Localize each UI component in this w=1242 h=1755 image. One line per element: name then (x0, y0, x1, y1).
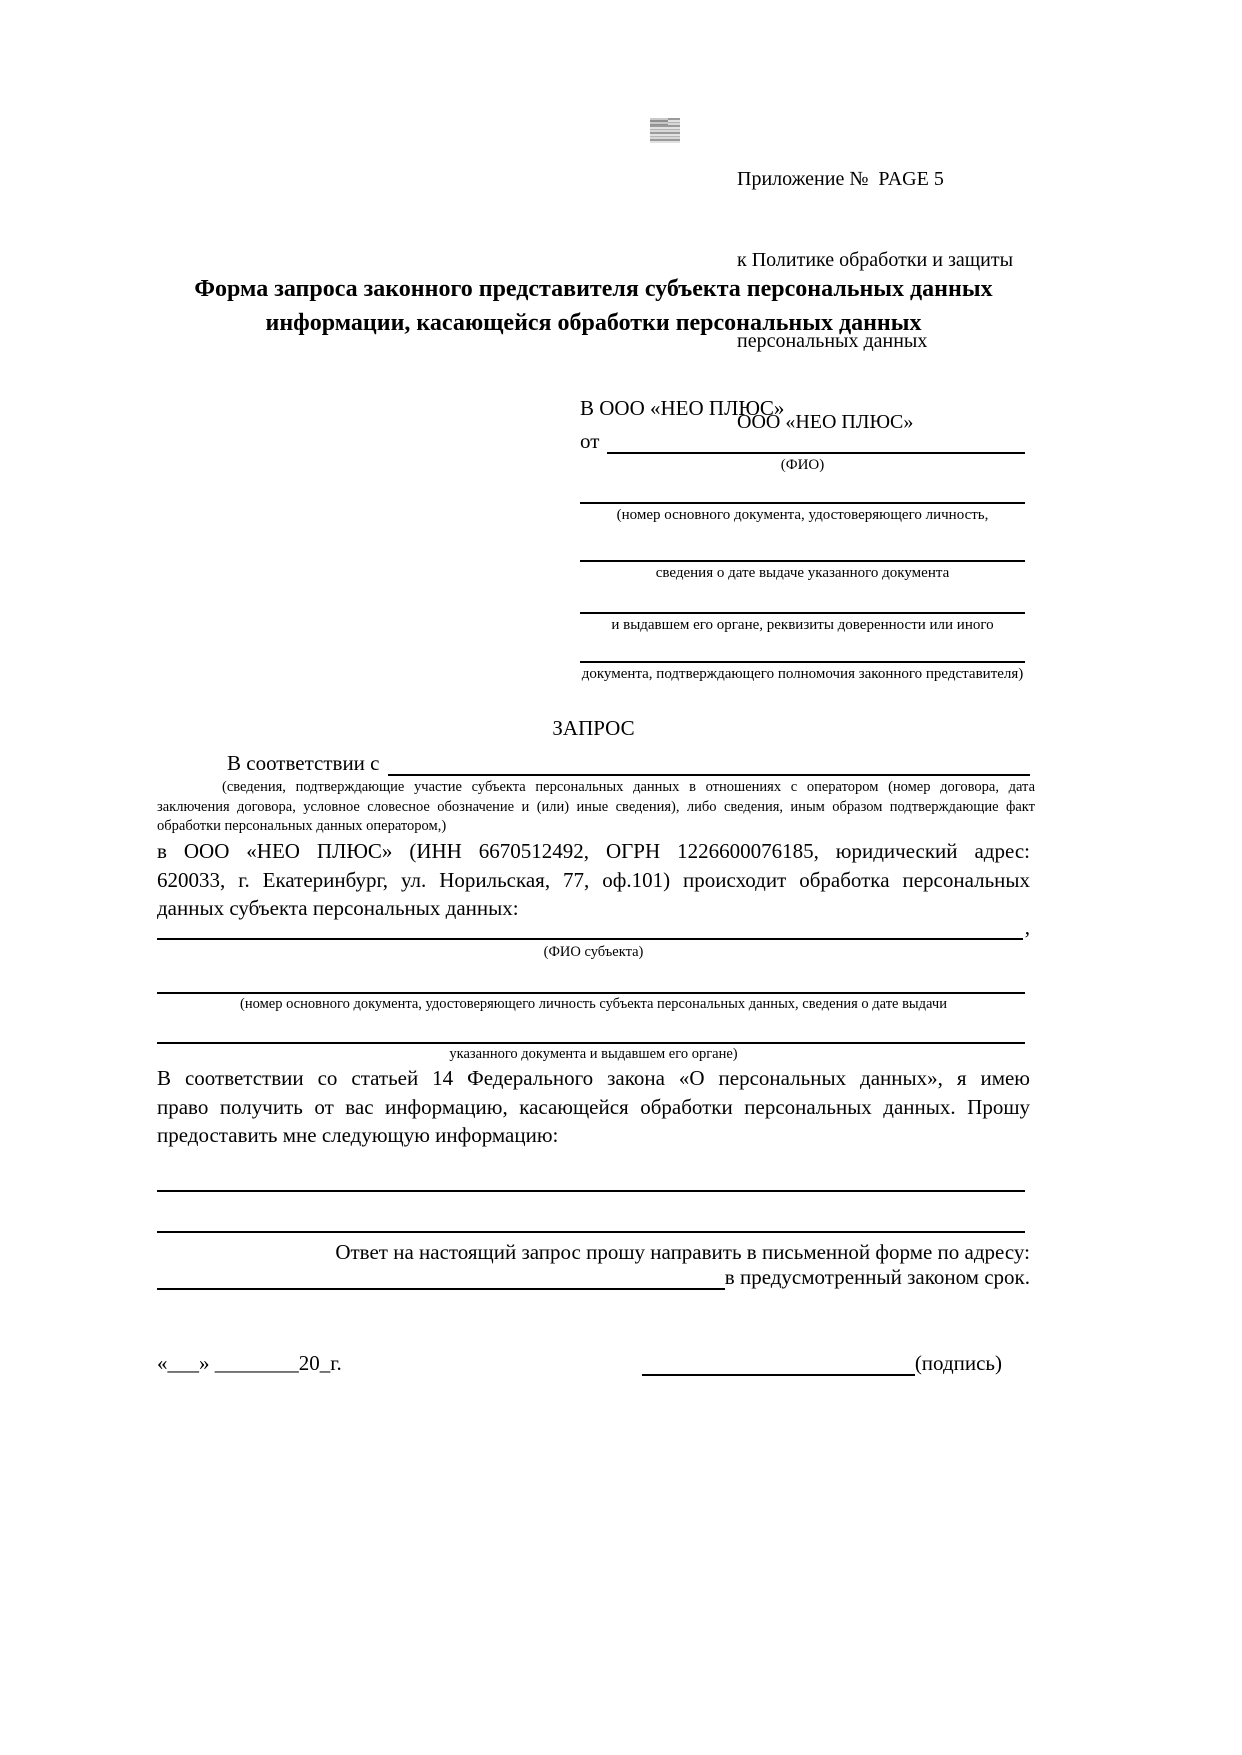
reply-address-blank-line (157, 1288, 725, 1290)
fio-caption: (ФИО) (780, 457, 825, 473)
from-label: от (580, 429, 600, 453)
subject-authority-blank-line (157, 1014, 1025, 1044)
requested-info-blank-line-1 (157, 1190, 1025, 1192)
subject-fio-blank-line (157, 938, 1023, 940)
subject-fio-row (157, 912, 1030, 940)
addressee-company: В ООО «НЕО ПЛЮС» (580, 396, 785, 420)
intro-label: В соответствии с (227, 751, 380, 775)
requested-info-blank-line-2 (157, 1231, 1025, 1233)
corrupted-thumbnail-image (650, 118, 680, 143)
subject-document-blank-line (157, 964, 1025, 994)
operator-paragraph (157, 837, 1030, 923)
subject-fio-caption: (ФИО субъекта) (543, 944, 644, 960)
request-heading: ЗАПРОС (552, 716, 635, 740)
signature-blank-line (642, 1350, 915, 1376)
basis-blank-line (388, 774, 1031, 776)
issuing-authority-blank-line (580, 584, 1025, 614)
operator-line1: в ООО «НЕО ПЛЮС» (ИНН 6670512492, ОГРН 1226600076185, юридический адрес: (157, 839, 1030, 863)
fine-print-line2: заключения договора, условное словесное обозначение и (или) иные сведения), либо сведения, иным образом подтверждающие факт (157, 798, 1035, 815)
basis-fine-print (157, 778, 1035, 837)
fine-print-line3: обработки персональных данных оператором,) (157, 818, 447, 834)
authority-document-caption: документа, подтверждающего полномочия законного представителя) (581, 666, 1024, 682)
footer-row (157, 1348, 1030, 1376)
fine-print-line1: (сведения, подтверждающие участие субъекта персональных данных в отношениях с оператором (номер договора, дата (222, 779, 1035, 795)
subject-fio-trailing-comma: , (1024, 915, 1030, 939)
fio-blank-line (607, 452, 1025, 454)
addressee-block (580, 396, 1025, 685)
law-line3: предоставить мне следующую информацию: (157, 1123, 559, 1147)
reply-instruction: Ответ на настоящий запрос прошу направить в письменной форме по адресу: (335, 1240, 1030, 1264)
issue-date-caption: сведения о дате выдаче указанного документа (655, 565, 950, 581)
signature-caption: (подпись) (914, 1351, 1002, 1375)
form-title-line1: Форма запроса законного представителя субъекта персональных данных (194, 276, 993, 302)
issuing-authority-caption: и выдавшем его органе, реквизиты доверенности или иного (611, 617, 994, 633)
law-line2: право получить от вас информацию, касающейся обработки персональных данных. Прошу (157, 1094, 1030, 1119)
appendix-policy-line2: персональных данных (737, 330, 928, 352)
form-title (157, 272, 1030, 340)
subject-authority-caption: указанного документа и выдавшем его органе) (449, 1046, 738, 1062)
subject-document-caption: (номер основного документа, удостоверяющего личность субъекта персональных данных, сведения о дате выдачи (240, 996, 947, 1012)
date-placeholder: «___» ________20_г. (157, 1351, 342, 1375)
reply-address-row (157, 1264, 1030, 1290)
appendix-company-line: ООО «НЕО ПЛЮС» (737, 411, 914, 433)
from-row (580, 426, 1025, 454)
operator-line2: 620033, г. Екатеринбург, ул. Норильская, 77, оф.101) происходит обработка персональных (157, 867, 1030, 892)
form-title-line2: информации, касающейся обработки персональных данных (265, 310, 922, 336)
signature-group (642, 1350, 1002, 1376)
document-number-blank-line (580, 476, 1025, 504)
law-paragraph (157, 1064, 1030, 1150)
authority-document-blank-line (580, 636, 1025, 663)
operator-line3: данных субъекта персональных данных: (157, 896, 519, 920)
reply-tail-text: в предусмотренный законом срок. (724, 1265, 1030, 1289)
document-number-caption: (номер основного документа, удостоверяющего личность, (616, 507, 989, 523)
intro-row (157, 748, 1030, 776)
appendix-number-line: Приложение № PAGE 5 (737, 168, 944, 190)
law-line1: В соответствии со статьей 14 Федерального закона «О персональных данных», я имею (157, 1066, 1030, 1090)
issue-date-blank-line (580, 526, 1025, 562)
appendix-policy-line: к Политике обработки и защиты (737, 249, 1014, 271)
